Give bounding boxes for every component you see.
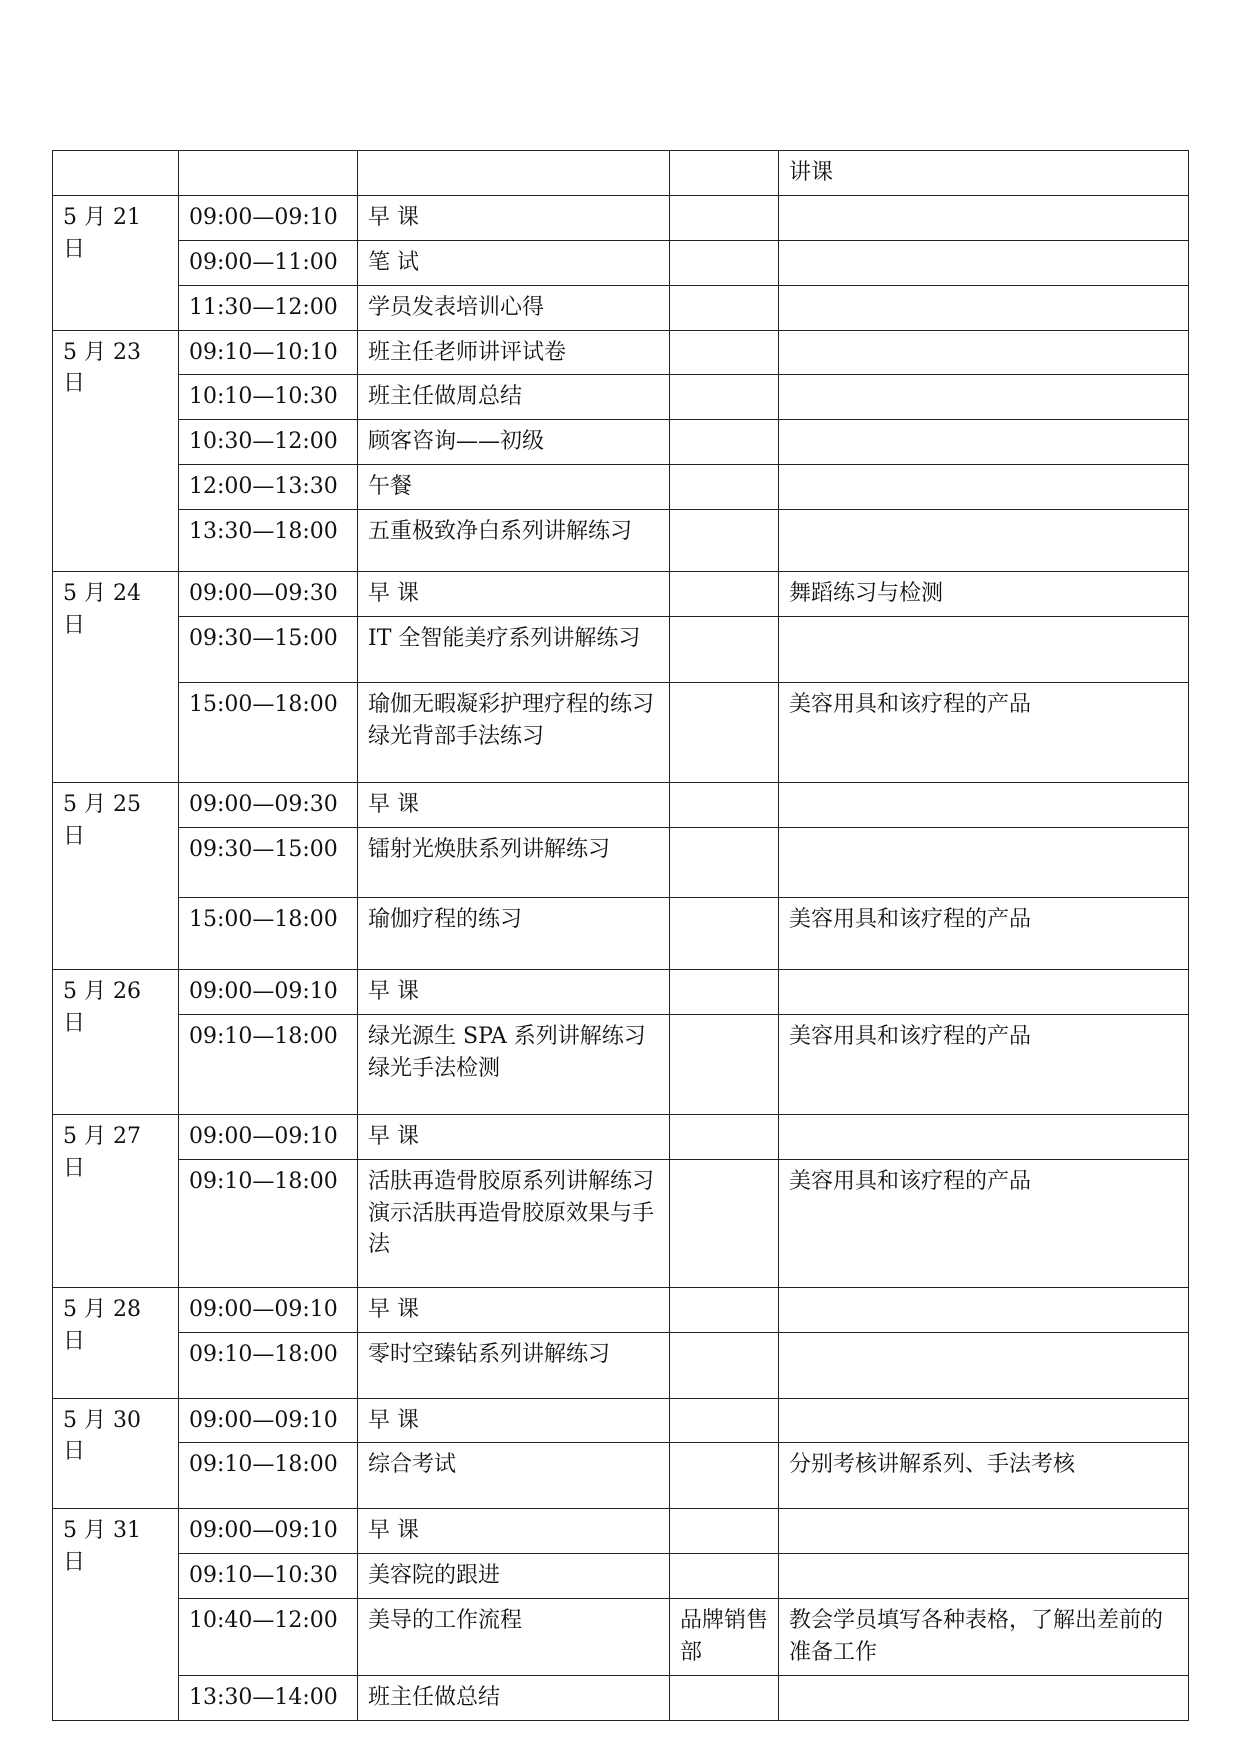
dept-cell: [670, 617, 779, 683]
table-row: [53, 151, 1189, 196]
note-cell: [779, 827, 1189, 897]
date-cell: 5 月 21 日: [53, 195, 179, 330]
dept-cell: [670, 151, 779, 196]
dept-cell: [670, 195, 779, 240]
dept-cell: [670, 1509, 779, 1554]
note-cell: [779, 1114, 1189, 1159]
dept-cell: [670, 572, 779, 617]
content-cell: 综合考试: [358, 1443, 670, 1509]
table-row: [53, 617, 1189, 683]
dept-cell: [670, 240, 779, 285]
table-row: [53, 1676, 1189, 1721]
table-row: [53, 1398, 1189, 1443]
content-cell: 美容院的跟进: [358, 1554, 670, 1599]
content-cell: 午餐: [358, 465, 670, 510]
time-cell: 09:00—09:10: [179, 1114, 358, 1159]
table-row: [53, 1159, 1189, 1287]
content-cell: IT 全智能美疗系列讲解练习: [358, 617, 670, 683]
content-cell: 早 课: [358, 572, 670, 617]
table-row: [53, 1509, 1189, 1554]
table-row: [53, 1443, 1189, 1509]
note-cell: [779, 465, 1189, 510]
date-cell: 5 月 28 日: [53, 1287, 179, 1398]
dept-cell: [670, 420, 779, 465]
dept-cell: [670, 1676, 779, 1721]
note-cell: 美容用具和该疗程的产品: [779, 1159, 1189, 1287]
time-cell: 09:00—09:10: [179, 969, 358, 1014]
dept-cell: [670, 1332, 779, 1398]
note-cell: [779, 375, 1189, 420]
table-row: [53, 375, 1189, 420]
time-cell: 09:10—18:00: [179, 1443, 358, 1509]
date-cell: 5 月 23 日: [53, 330, 179, 572]
dept-cell: [670, 330, 779, 375]
time-cell: 09:10—10:30: [179, 1554, 358, 1599]
time-cell: 15:00—18:00: [179, 897, 358, 969]
time-cell: 09:30—15:00: [179, 827, 358, 897]
time-cell: 09:00—09:30: [179, 572, 358, 617]
time-cell: 15:00—18:00: [179, 683, 358, 783]
time-cell: 11:30—12:00: [179, 285, 358, 330]
note-cell: [779, 195, 1189, 240]
dept-cell: [670, 1159, 779, 1287]
note-cell: 舞蹈练习与检测: [779, 572, 1189, 617]
note-cell: [779, 1332, 1189, 1398]
content-cell: 五重极致净白系列讲解练习: [358, 510, 670, 572]
dept-cell: [670, 969, 779, 1014]
dept-cell: [670, 1398, 779, 1443]
content-cell: 早 课: [358, 195, 670, 240]
dept-cell: [670, 1014, 779, 1114]
dept-cell: [670, 285, 779, 330]
content-cell: 绿光源生 SPA 系列讲解练习 绿光手法检测: [358, 1014, 670, 1114]
note-cell: [779, 240, 1189, 285]
note-cell: 分别考核讲解系列、手法考核: [779, 1443, 1189, 1509]
content-cell: 活肤再造骨胶原系列讲解练习 演示活肤再造骨胶原效果与手法: [358, 1159, 670, 1287]
dept-cell: [670, 1114, 779, 1159]
dept-cell: [670, 1443, 779, 1509]
content-cell: 早 课: [358, 783, 670, 828]
note-cell: [779, 285, 1189, 330]
note-cell: [779, 1287, 1189, 1332]
table-row: [53, 240, 1189, 285]
dept-cell: [670, 683, 779, 783]
note-cell: [779, 1554, 1189, 1599]
table-row: [53, 285, 1189, 330]
table-row: [53, 683, 1189, 783]
content-cell: 美导的工作流程: [358, 1599, 670, 1676]
time-cell: 09:10—18:00: [179, 1159, 358, 1287]
content-cell: 学员发表培训心得: [358, 285, 670, 330]
table-row: [53, 420, 1189, 465]
table-row: [53, 827, 1189, 897]
content-cell: 早 课: [358, 1287, 670, 1332]
note-cell: 讲课: [779, 151, 1189, 196]
content-cell: 班主任老师讲评试卷: [358, 330, 670, 375]
note-cell: 美容用具和该疗程的产品: [779, 897, 1189, 969]
table-row: [53, 510, 1189, 572]
time-cell: 09:00—11:00: [179, 240, 358, 285]
time-cell: 10:10—10:30: [179, 375, 358, 420]
dept-cell: [670, 897, 779, 969]
content-cell: 早 课: [358, 1398, 670, 1443]
time-cell: 10:30—12:00: [179, 420, 358, 465]
table-row: [53, 1599, 1189, 1676]
content-cell: 笔 试: [358, 240, 670, 285]
table-row: [53, 195, 1189, 240]
note-cell: 美容用具和该疗程的产品: [779, 683, 1189, 783]
note-cell: [779, 1509, 1189, 1554]
time-cell: 13:30—18:00: [179, 510, 358, 572]
content-cell: 班主任做周总结: [358, 375, 670, 420]
dept-cell: [670, 1554, 779, 1599]
table-row: [53, 1554, 1189, 1599]
date-cell: 5 月 24 日: [53, 572, 179, 783]
content-cell: 瑜伽疗程的练习: [358, 897, 670, 969]
table-row: [53, 572, 1189, 617]
content-cell: 早 课: [358, 969, 670, 1014]
note-cell: [779, 783, 1189, 828]
date-cell: 5 月 30 日: [53, 1398, 179, 1509]
date-cell: 5 月 25 日: [53, 783, 179, 970]
note-cell: [779, 330, 1189, 375]
time-cell: 10:40—12:00: [179, 1599, 358, 1676]
dept-cell: 品牌销售部: [670, 1599, 779, 1676]
content-cell: 顾客咨询——初级: [358, 420, 670, 465]
content-cell: 早 课: [358, 1509, 670, 1554]
date-cell: 5 月 26 日: [53, 969, 179, 1114]
content-cell: 早 课: [358, 1114, 670, 1159]
time-cell: 12:00—13:30: [179, 465, 358, 510]
dept-cell: [670, 827, 779, 897]
note-cell: [779, 617, 1189, 683]
time-cell: 09:00—09:10: [179, 195, 358, 240]
content-cell: [358, 151, 670, 196]
content-cell: 瑜伽无暇凝彩护理疗程的练习 绿光背部手法练习: [358, 683, 670, 783]
date-cell: [53, 151, 179, 196]
table-row: [53, 1014, 1189, 1114]
note-cell: 教会学员填写各种表格，了解出差前的准备工作: [779, 1599, 1189, 1676]
note-cell: [779, 969, 1189, 1014]
time-cell: 09:10—10:10: [179, 330, 358, 375]
time-cell: 13:30—14:00: [179, 1676, 358, 1721]
table-row: [53, 1114, 1189, 1159]
table-row: [53, 897, 1189, 969]
date-cell: 5 月 27 日: [53, 1114, 179, 1287]
time-cell: 09:00—09:30: [179, 783, 358, 828]
time-cell: 09:00—09:10: [179, 1509, 358, 1554]
schedule-body: [53, 151, 1189, 1721]
dept-cell: [670, 510, 779, 572]
time-cell: [179, 151, 358, 196]
dept-cell: [670, 375, 779, 420]
note-cell: [779, 510, 1189, 572]
note-cell: [779, 420, 1189, 465]
table-row: [53, 1332, 1189, 1398]
table-row: [53, 1287, 1189, 1332]
time-cell: 09:10—18:00: [179, 1014, 358, 1114]
training-schedule-table: [52, 150, 1189, 1721]
content-cell: 班主任做总结: [358, 1676, 670, 1721]
time-cell: 09:00—09:10: [179, 1287, 358, 1332]
table-row: [53, 783, 1189, 828]
note-cell: [779, 1398, 1189, 1443]
time-cell: 09:30—15:00: [179, 617, 358, 683]
date-cell: 5 月 31 日: [53, 1509, 179, 1720]
dept-cell: [670, 465, 779, 510]
content-cell: 镭射光焕肤系列讲解练习: [358, 827, 670, 897]
dept-cell: [670, 1287, 779, 1332]
time-cell: 09:10—18:00: [179, 1332, 358, 1398]
content-cell: 零时空臻钻系列讲解练习: [358, 1332, 670, 1398]
time-cell: 09:00—09:10: [179, 1398, 358, 1443]
table-row: [53, 330, 1189, 375]
table-row: [53, 465, 1189, 510]
note-cell: [779, 1676, 1189, 1721]
dept-cell: [670, 783, 779, 828]
table-row: [53, 969, 1189, 1014]
note-cell: 美容用具和该疗程的产品: [779, 1014, 1189, 1114]
